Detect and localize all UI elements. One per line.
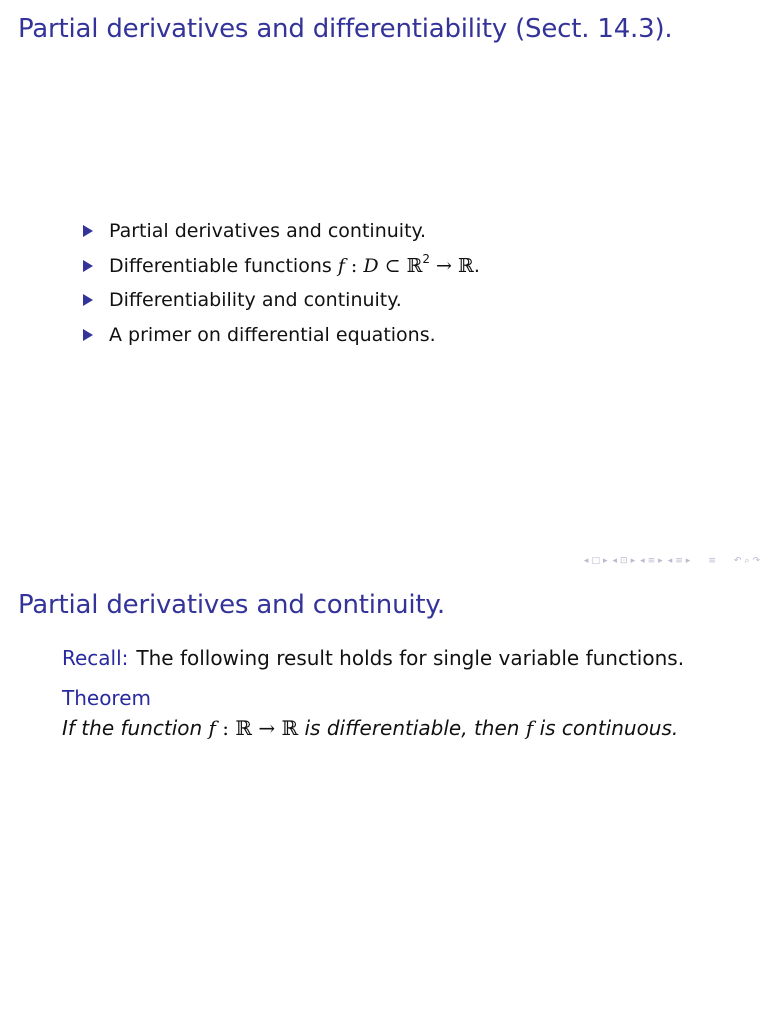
- math-reals: ℝ: [235, 716, 253, 740]
- frame-icon[interactable]: □: [591, 556, 600, 566]
- slide-2: [0, 576, 768, 1024]
- math-symbol-f: f: [337, 254, 345, 277]
- previous-slide-icon[interactable]: ◂: [612, 556, 618, 566]
- tools-navigation: [734, 556, 760, 566]
- math-reals: ℝ: [281, 716, 299, 740]
- outline-list: [80, 214, 480, 352]
- math-reals: ℝ: [406, 254, 423, 277]
- triangle-bullet-icon: [83, 294, 93, 306]
- forward-icon[interactable]: ↷: [752, 556, 760, 566]
- previous-section-icon[interactable]: ◂: [640, 556, 645, 566]
- triangle-bullet-icon: [83, 225, 93, 237]
- beamer-navigation-bar: [584, 556, 760, 566]
- frame-navigation: [584, 556, 608, 566]
- triangle-bullet-icon: [83, 260, 93, 272]
- subsection-frame-navigation: [612, 556, 635, 566]
- math-subset: ⊂: [378, 254, 407, 277]
- slide-2-title: Partial derivatives and continuity.: [18, 590, 445, 620]
- back-icon[interactable]: ↶: [733, 556, 742, 566]
- recall-text: The following result holds for single variable functions.: [136, 646, 685, 670]
- recall-line: [62, 646, 684, 670]
- math-symbol-f: f: [525, 716, 534, 740]
- math-colon: :: [344, 254, 364, 277]
- math-period: .: [473, 254, 480, 277]
- section-icon[interactable]: ≡: [647, 556, 656, 566]
- next-section-icon[interactable]: ▸: [658, 556, 663, 566]
- math-reals: ℝ: [458, 254, 474, 277]
- search-icon[interactable]: ⌕: [744, 556, 750, 566]
- theorem-text: is continuous.: [533, 716, 679, 740]
- previous-frame-icon[interactable]: ◂: [583, 556, 589, 566]
- outline-item: [80, 283, 480, 318]
- subsection-navigation: [668, 556, 691, 566]
- outline-item-text: Partial derivatives and continuity.: [109, 220, 427, 243]
- outline-item-text: [109, 251, 480, 277]
- next-subsection-icon[interactable]: ▸: [685, 556, 691, 566]
- next-slide-icon[interactable]: ▸: [630, 556, 636, 566]
- outline-item: [80, 214, 480, 249]
- table-of-contents-icon[interactable]: ≡: [708, 556, 716, 566]
- slide-icon[interactable]: ⊡: [620, 556, 628, 566]
- recall-label: Recall:: [62, 646, 129, 670]
- math-symbol-f: f: [208, 716, 216, 740]
- outline-item-text: Differentiability and continuity.: [109, 289, 402, 312]
- math-arrow: →: [252, 716, 282, 740]
- outline-item-prefix: Differentiable functions: [109, 254, 338, 277]
- section-navigation: [640, 556, 663, 566]
- outline-item: [80, 249, 480, 284]
- previous-subsection-icon[interactable]: ◂: [667, 556, 673, 566]
- next-frame-icon[interactable]: ▸: [602, 556, 608, 566]
- theorem-body: [62, 716, 678, 740]
- outline-item: [80, 318, 480, 353]
- theorem-title: Theorem: [62, 686, 152, 710]
- triangle-bullet-icon: [83, 329, 93, 341]
- theorem-text: If the function: [62, 716, 209, 740]
- outline-item-text: A primer on differential equations.: [109, 323, 436, 346]
- math-colon: :: [215, 716, 236, 740]
- theorem-text: is differentiable, then: [298, 716, 526, 740]
- math-arrow: →: [430, 254, 459, 277]
- math-symbol-d: D: [363, 254, 379, 277]
- slide-1-title: Partial derivatives and differentiability (Sect. 14.3).: [18, 14, 673, 44]
- subsection-icon[interactable]: ≡: [675, 556, 683, 566]
- math-exponent: 2: [422, 251, 431, 266]
